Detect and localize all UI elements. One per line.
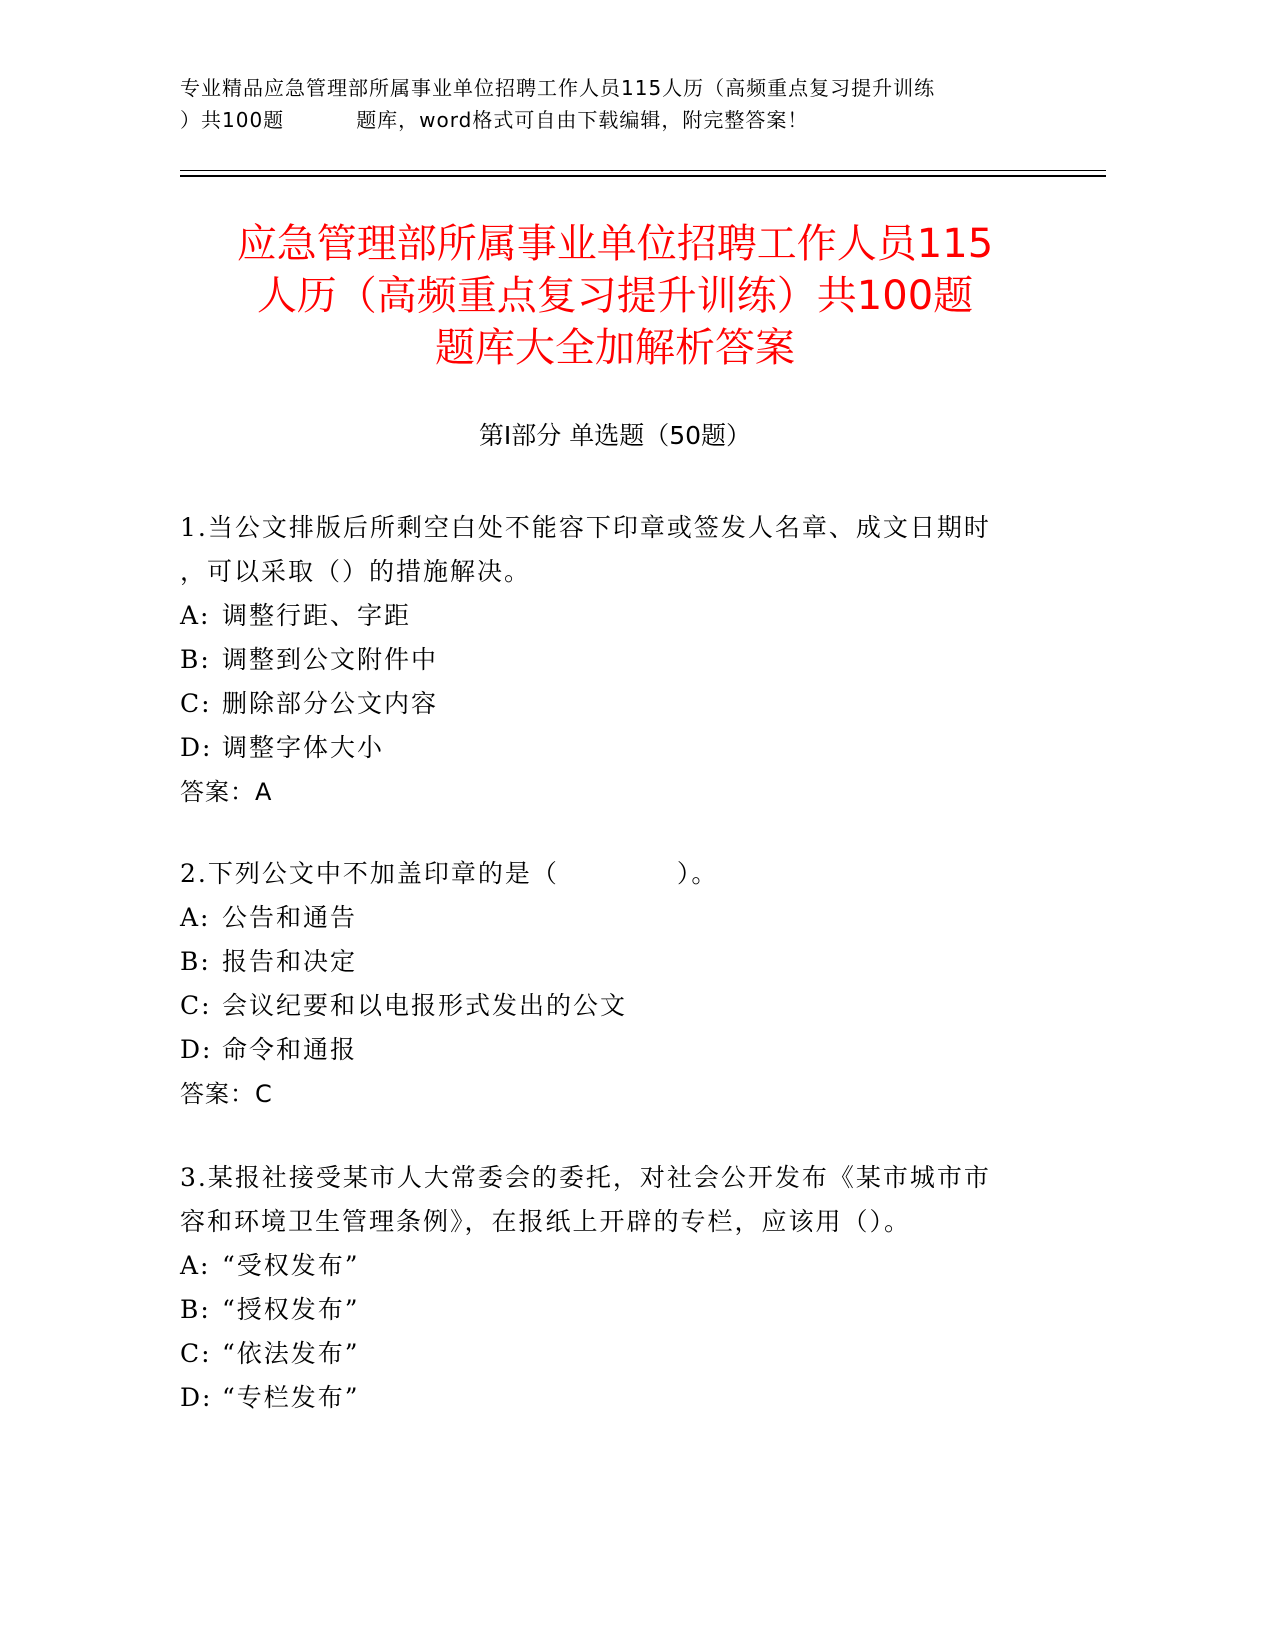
document-title <box>150 218 1080 374</box>
question-1-stem-line-2: ，可以采取（）的措施解决。 <box>180 557 532 586</box>
option-text: 删除部分公文内容 <box>222 689 439 718</box>
question-3-stem <box>180 1156 1060 1244</box>
option-letter: A: <box>180 903 211 932</box>
option-letter: B: <box>180 947 211 976</box>
question-1-option-d <box>180 726 1060 770</box>
question-1-option-a <box>180 594 1060 638</box>
question-2-option-d <box>180 1028 1060 1072</box>
option-text: “授权发布” <box>222 1295 360 1324</box>
document-header-note <box>180 72 1060 136</box>
question-1-option-c <box>180 682 1060 726</box>
question-3-option-d <box>180 1376 1060 1420</box>
question-2-stem <box>180 852 1060 896</box>
option-text: 会议纪要和以电报形式发出的公文 <box>222 991 628 1020</box>
question-1-stem-line-1: 1.当公文排版后所剩空白处不能容下印章或签发人名章、成文日期时 <box>180 513 991 542</box>
question-3-option-c <box>180 1332 1060 1376</box>
document-title-line-3: 题库大全加解析答案 <box>435 325 795 371</box>
question-1-option-b <box>180 638 1060 682</box>
option-text: 公告和通告 <box>222 903 358 932</box>
header-divider-thick <box>180 175 1106 177</box>
option-letter: B: <box>180 645 211 674</box>
option-letter: D: <box>180 733 213 762</box>
option-text: “受权发布” <box>222 1251 360 1280</box>
section-title: 第Ⅰ部分 单选题（50题） <box>478 421 752 450</box>
header-note-line-2-end: 题库，word格式可自由下载编辑，附完整答案！ <box>356 108 809 132</box>
option-text: 命令和通报 <box>222 1035 358 1064</box>
question-1-stem <box>180 506 1060 594</box>
question-3 <box>180 1156 1060 1420</box>
option-text: “依法发布” <box>222 1339 360 1368</box>
question-3-stem-line-2: 容和环境卫生管理条例》，在报纸上开辟的专栏，应该用（）。 <box>180 1207 912 1236</box>
question-2-stem-end: ）。 <box>676 859 719 888</box>
header-divider-thin <box>180 170 1106 171</box>
option-letter: C: <box>180 1339 212 1368</box>
option-text: 调整到公文附件中 <box>222 645 439 674</box>
option-text: “专栏发布” <box>222 1383 360 1412</box>
document-title-line-1: 应急管理部所属事业单位招聘工作人员115 <box>236 221 994 267</box>
question-1 <box>180 506 1060 814</box>
option-letter: C: <box>180 689 212 718</box>
header-note-line-2 <box>180 104 1060 136</box>
question-2-option-b <box>180 940 1060 984</box>
question-2-stem-start: 2.下列公文中不加盖印章的是（ <box>180 859 559 888</box>
option-text: 调整字体大小 <box>222 733 385 762</box>
question-2-option-c <box>180 984 1060 1028</box>
question-2-answer: 答案：C <box>180 1080 273 1108</box>
document-title-line-2: 人历（高频重点复习提升训练）共100题 <box>256 273 974 319</box>
question-2 <box>180 852 1060 1116</box>
option-letter: C: <box>180 991 212 1020</box>
header-note-line-2-start: ）共100题 <box>180 108 285 132</box>
question-1-answer: 答案：A <box>180 778 273 806</box>
option-letter: D: <box>180 1035 213 1064</box>
option-text: 调整行距、字距 <box>222 601 412 630</box>
option-letter: D: <box>180 1383 213 1412</box>
question-3-option-a <box>180 1244 1060 1288</box>
header-note-line-1: 专业精品应急管理部所属事业单位招聘工作人员115人历（高频重点复习提升训练 <box>180 76 936 100</box>
question-3-stem-line-1: 3.某报社接受某市人大常委会的委托，对社会公开发布《某市城市市 <box>180 1163 991 1192</box>
option-letter: B: <box>180 1295 211 1324</box>
question-3-option-b <box>180 1288 1060 1332</box>
question-2-option-a <box>180 896 1060 940</box>
question-2-stem-line-1 <box>180 852 1060 896</box>
option-letter: A: <box>180 601 211 630</box>
option-letter: A: <box>180 1251 211 1280</box>
option-text: 报告和决定 <box>222 947 358 976</box>
